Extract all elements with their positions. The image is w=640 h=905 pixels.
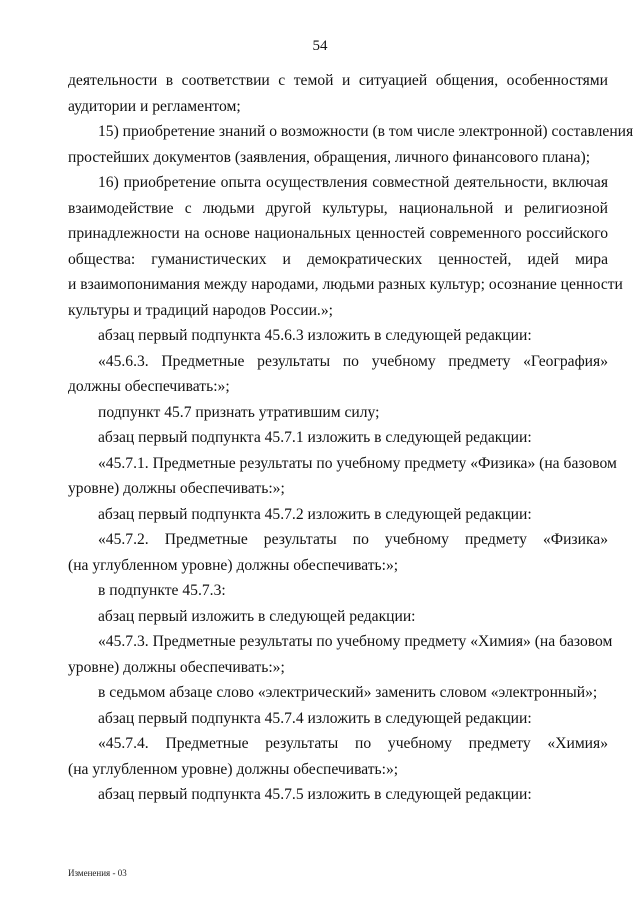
text-line: в подпункте 45.7.3: (98, 582, 226, 599)
text-line: абзац первый подпункта 45.7.4 изложить в следующей редакции: (98, 709, 532, 727)
text-line: «45.7.1. Предметные результаты по учебному предмету «Физика» (на базовом (98, 454, 617, 472)
text-line: культуры и традиций народов России.»; (68, 301, 333, 319)
text-line: подпункт 45.7 признать утратившим силу; (98, 403, 380, 421)
text-line: деятельности в соответствии с темой и ситуацией общения, особенностями (68, 72, 608, 89)
text-line: и взаимопонимания между народами, людьми разных культур; осознание ценности (68, 276, 623, 293)
paragraph (68, 119, 634, 170)
page-number: 54 (312, 38, 328, 54)
paragraph (68, 349, 608, 400)
paragraph (68, 629, 613, 680)
paragraph (68, 502, 608, 528)
paragraph (68, 527, 608, 578)
text-line: абзац первый изложить в следующей редакции: (98, 607, 416, 625)
text-line: простейших документов (заявления, обращения, личного финансового плана); (68, 148, 591, 166)
text-line: в седьмом абзаце слово «электрический» заменить словом «электронный»; (98, 684, 598, 701)
text-line: абзац первый подпункта 45.7.2 изложить в следующей редакции: (98, 505, 532, 523)
paragraph (68, 706, 608, 732)
text-line: уровне) должны обеспечивать:»; (68, 658, 285, 676)
text-line: абзац первый подпункта 45.7.5 изложить в следующей редакции: (98, 786, 532, 803)
text-line: 16) приобретение опыта осуществления совместной деятельности, включая (98, 174, 608, 191)
text-line: 15) приобретение знаний о возможности (в том числе электронной) составления (98, 123, 634, 140)
paragraph (68, 68, 608, 119)
text-line: абзац первый подпункта 45.6.3 изложить в следующей редакции: (98, 327, 532, 344)
paragraph (68, 731, 608, 782)
footer-note: Изменения - 03 (68, 868, 127, 878)
paragraph (68, 400, 608, 426)
text-line: (на углубленном уровне) должны обеспечивать:»; (68, 556, 399, 574)
paragraph (68, 782, 608, 808)
text-line: (на углубленном уровне) должны обеспечивать:»; (68, 760, 399, 778)
text-line: взаимодействие с людьми другой культуры, национальной и религиозной (68, 199, 608, 217)
text-line: принадлежности на основе национальных ценностей современного российского (68, 225, 608, 242)
paragraph (68, 170, 623, 323)
paragraph (68, 323, 608, 349)
text-line: аудитории и регламентом; (68, 97, 241, 115)
paragraph (68, 425, 608, 451)
paragraph (68, 451, 617, 502)
text-line: общества: гуманистических и демократических ценностей, идей мира (68, 250, 608, 268)
text-line: абзац первый подпункта 45.7.1 изложить в следующей редакции: (98, 429, 532, 446)
paragraph (68, 680, 608, 706)
text-line: «45.6.3. Предметные результаты по учебному предмету «География» (98, 352, 608, 370)
text-line: «45.7.2. Предметные результаты по учебному предмету «Физика» (98, 531, 608, 548)
document-body (68, 68, 634, 808)
text-line: «45.7.3. Предметные результаты по учебному предмету «Химия» (на базовом (98, 633, 613, 650)
paragraph (68, 578, 608, 604)
text-line: должны обеспечивать:»; (68, 378, 230, 395)
text-line: уровне) должны обеспечивать:»; (68, 480, 285, 497)
text-line: «45.7.4. Предметные результаты по учебному предмету «Химия» (98, 735, 608, 752)
paragraph (68, 604, 608, 630)
